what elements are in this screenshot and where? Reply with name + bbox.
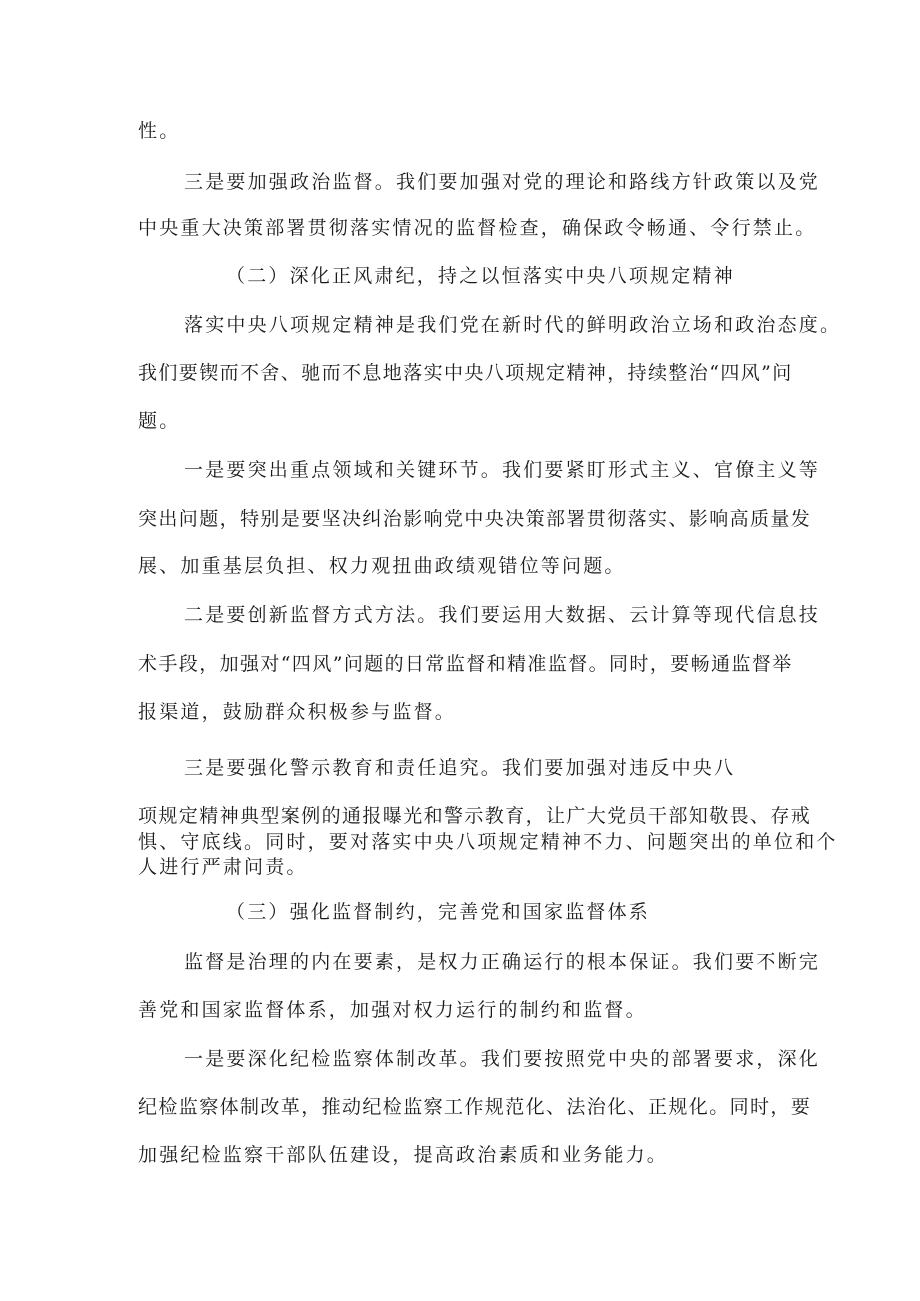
body-text-line: 监督是治理的内在要素，是权力正确运行的根本保证。我们要不断完 <box>184 951 821 973</box>
body-text-line: 一是要深化纪检监察体制改革。我们要按照党中央的部署要求，深化 <box>184 1048 821 1070</box>
body-text-line: 纪检监察体制改革，推动纪检监察工作规范化、法治化、正规化。同时，要 <box>138 1096 812 1118</box>
body-text-line: 我们要锲而不舍、驰而不息地落实中央八项规定精神，持续整治“四风”问 <box>138 362 793 384</box>
body-text-line: 一是要突出重点领域和关键环节。我们要紧盯形式主义、官僚主义等 <box>184 459 821 481</box>
body-text-line: 三是要加强政治监督。我们要加强对党的理论和路线方针政策以及党 <box>184 171 821 193</box>
section-heading: （二）深化正风肃纪，持之以恒落实中央八项规定精神 <box>226 265 735 287</box>
body-text-line: 项规定精神典型案例的通报曝光和警示教育，让广大党员干部知敬畏、存戒 <box>138 805 812 827</box>
body-text-line: 人进行严肃问责。 <box>138 856 308 878</box>
section-heading: （三）强化监督制约，完善党和国家监督体系 <box>226 901 651 923</box>
body-text-line: 落实中央八项规定精神是我们党在新时代的鲜明政治立场和政治态度。 <box>184 314 842 336</box>
body-text-line: 加强纪检监察干部队伍建设，提高政治素质和业务能力。 <box>138 1144 669 1166</box>
body-text-line: 报渠道，鼓励群众积极参与监督。 <box>138 701 457 723</box>
body-text-line: 中央重大决策部署贯彻落实情况的监督检查，确保政令畅通、令行禁止。 <box>138 217 817 239</box>
body-text-line: 三是要强化警示教育和责任追究。我们要加强对违反中央八 <box>184 757 736 779</box>
body-text-line: 善党和国家监督体系，加强对权力运行的制约和监督。 <box>138 999 647 1021</box>
body-text-line: 题。 <box>138 410 181 432</box>
body-text-line: 术手段，加强对“四风”问题的日常监督和精准监督。同时，要畅通监督举 <box>138 653 793 675</box>
body-text-line: 惧、守底线。同时，要对落实中央八项规定精神不力、问题突出的单位和个 <box>138 831 838 853</box>
body-text-line: 二是要创新监督方式方法。我们要运用大数据、云计算等现代信息技 <box>184 604 821 626</box>
body-text-line: 性。 <box>138 120 181 142</box>
body-text-line: 突出问题，特别是要坚决纠治影响党中央决策部署贯彻落实、影响高质量发 <box>138 508 812 530</box>
body-text-line: 展、加重基层负担、权力观扭曲政绩观错位等问题。 <box>138 555 626 577</box>
